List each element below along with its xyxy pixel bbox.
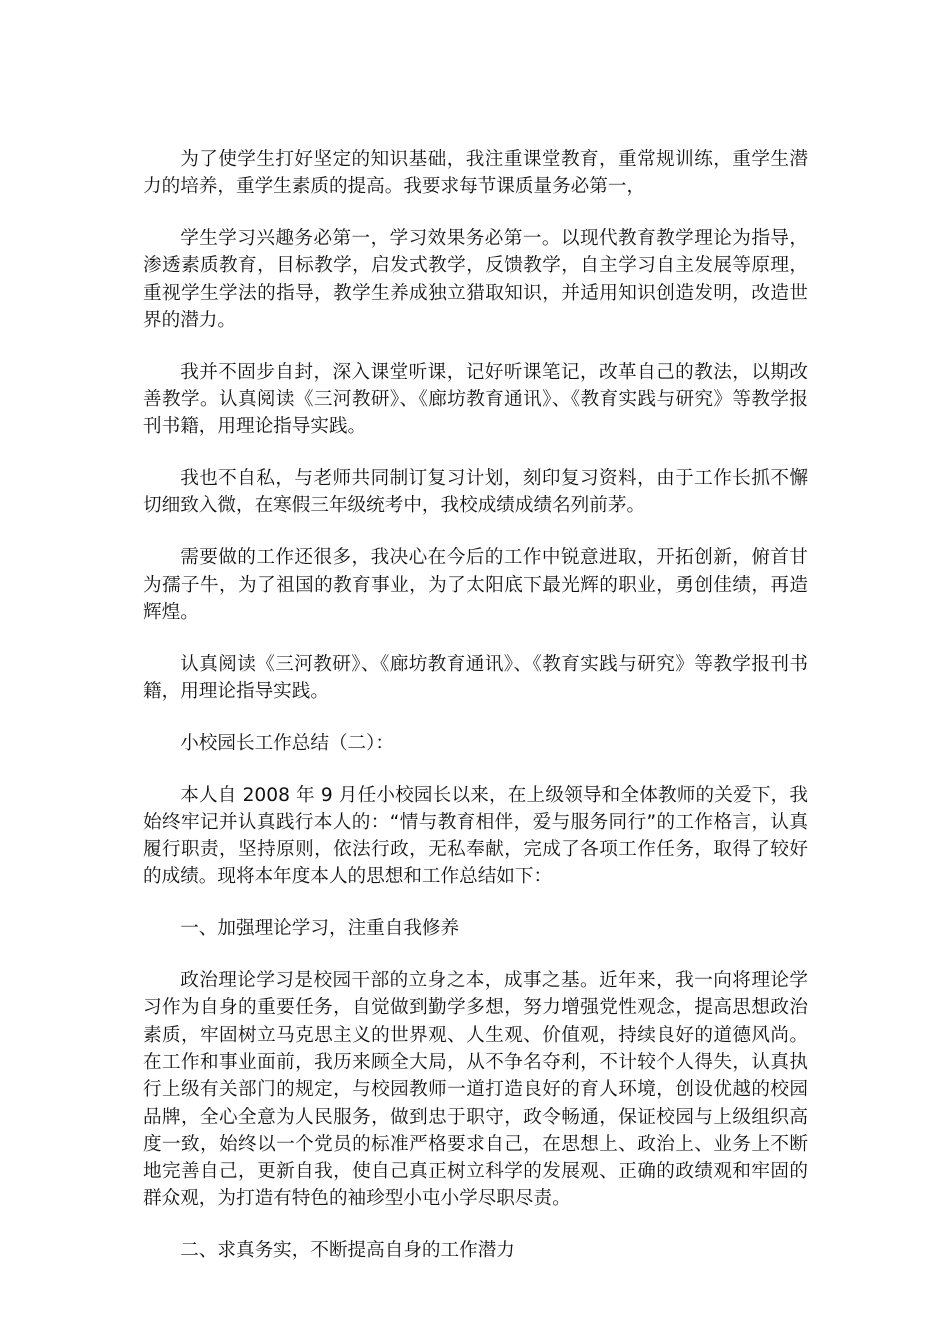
section-heading: 二、求真务实，不断提高自身的工作潜力 [180,1240,515,1262]
paragraph: 我也不自私，与老师共同制订复习计划，刻印复习资料，由于工作长抓不懈切细致入微，在寒假三年级统考中，我校成绩成绩名列前茅。 [143,468,808,517]
paragraph: 本人自 2008 年 9 月任小校园长以来，在上级领导和全体教师的关爱下，我始终牢记并认真践行本人的：“情与教育相伴，爱与服务同行”的工作格言，认真履行职责，坚持原则，依法行政，无私奉献，完成了各项工作任务，取得了较好的成绩。现将本年度本人的思想和工作总结如下： [143,784,808,888]
paragraph: 为了使学生打好坚定的知识基础，我注重课堂教育，重常规训练，重学生潜力的培养，重学生素质的提高。我要求每节课质量务必第一， [143,149,808,198]
paragraph: 学生学习兴趣务必第一，学习效果务必第一。以现代教育教学理论为指导，渗透素质教育，目标教学，启发式教学，反馈教学，自主学习自主发展等原理，重视学生学法的指导，教学生养成独立猎取知识，并适用知识创造发明，改造世界的潜力。 [143,228,808,331]
section-heading: 一、加强理论学习，注重自我修养 [180,918,460,940]
section-title: 小校园长工作总结（二）： [180,732,395,754]
paragraph: 政治理论学习是校园干部的立身之本，成事之基。近年来，我一向将理论学习作为自身的重要任务，自觉做到勤学多想，努力增强党性观念，提高思想政治素质，牢固树立马克思主义的世界观、人生观、价值观，持续良好的道德风尚。在工作和事业面前，我历来顾全大局，从不争名夺利，不计较个人得失，认真执行上级有关部门的规定，与校园教师一道打造良好的育人环境，创设优越的校园品牌，全心全意为人民服务，做到忠于职守，政令畅通，保证校园与上级组织高度一致，始终以一个党员的标准严格要求自己，在思想上、政治上、业务上不断地完善自己，更新自我，使自己真正树立科学的发展观、正确的政绩观和牢固的群众观，为打造有特色的袖珍型小屯小学尽职尽责。 [143,970,808,1210]
paragraph: 我并不固步自封，深入课堂听课，记好听课笔记，改革自己的教法，以期改善教学。认真阅读《三河教研》、《廊坊教育通讯》、《教育实践与研究》等教学报刊书籍，用理论指导实践。 [143,361,808,438]
document-body [143,146,808,1289]
paragraph: 认真阅读《三河教研》、《廊坊教育通讯》、《教育实践与研究》等教学报刊书籍，用理论指导实践。 [143,653,808,702]
paragraph: 需要做的工作还很多，我决心在今后的工作中锐意进取，开拓创新，俯首甘为孺子牛，为了祖国的教育事业，为了太阳底下最光辉的职业，勇创佳绩，再造辉煌。 [143,547,808,623]
